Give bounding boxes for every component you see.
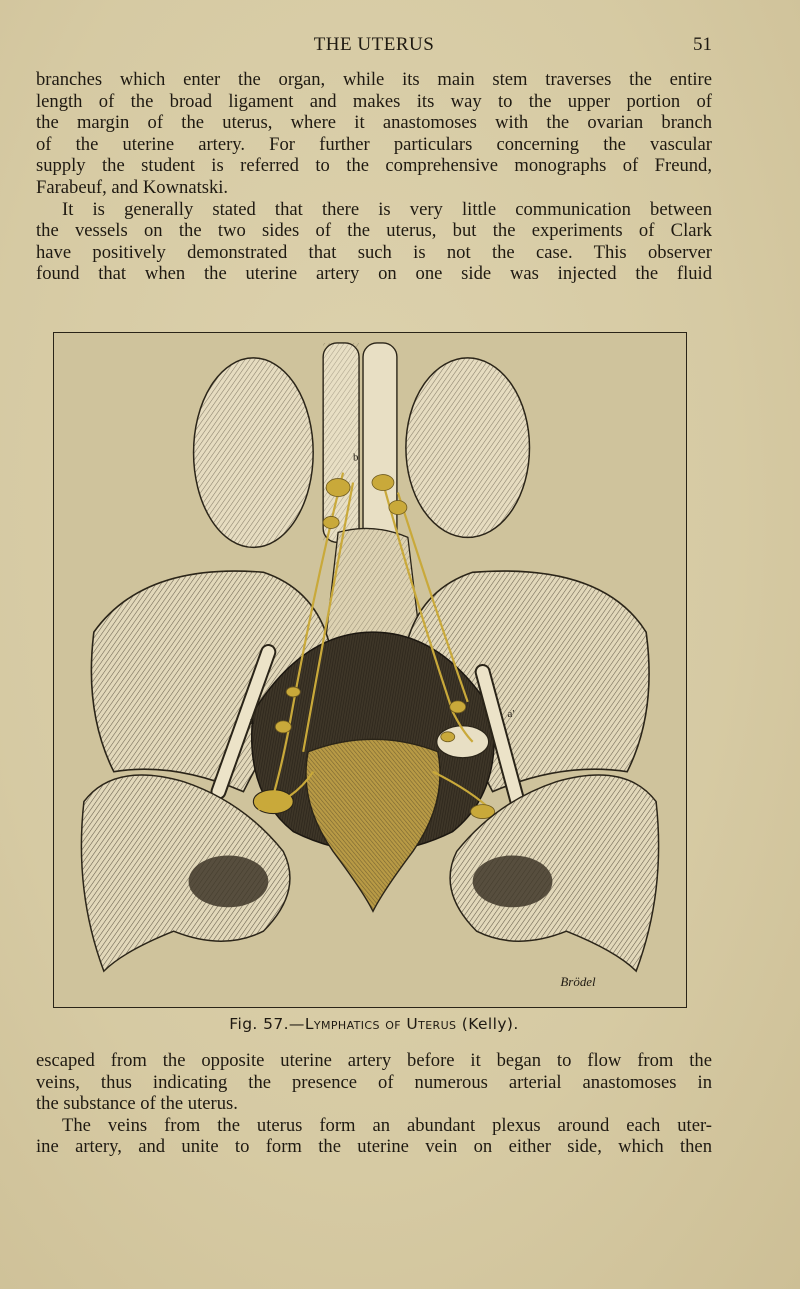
text-line: escaped from the opposite uterine artery before it began to flow from the — [36, 1050, 712, 1071]
label-a-prime: a' — [507, 707, 515, 720]
caption-suffix: (Kelly). — [456, 1015, 519, 1033]
body-text-top — [36, 69, 712, 285]
pelvis-illustration — [54, 333, 686, 1007]
text-line: found that when the uterine artery on one side was injected the fluid — [36, 263, 712, 285]
page-number: 51 — [693, 34, 712, 55]
text-line: veins, thus indicating the presence of numerous arterial anastomoses in — [36, 1071, 712, 1093]
caption-prefix: Fig. 57.— — [229, 1015, 305, 1033]
figure-caption — [36, 1015, 712, 1033]
illustrator-signature: Brödel — [560, 974, 596, 990]
text-line: the substance of the uterus. — [36, 1093, 238, 1115]
running-head — [36, 34, 712, 60]
text-line: Farabeuf, and Kownatski. — [36, 176, 229, 198]
text-line: supply the student is referred to the comprehensive monographs of Freund, — [36, 155, 712, 177]
label-a: a — [249, 714, 255, 727]
anatomical-figure — [53, 332, 687, 1008]
text-line: It is generally stated that there is very little communication between — [62, 198, 712, 220]
text-line: of the uterine artery. For further particulars concerning the vascular — [36, 133, 712, 155]
text-line: have positively demonstrated that such is not the case. This observer — [36, 241, 712, 263]
text-line: branches which enter the organ, while its main stem traverses the entire — [36, 69, 712, 90]
text-line: ine artery, and unite to form the uterine vein on either side, which then — [36, 1136, 712, 1158]
label-b: b — [353, 451, 359, 464]
running-title: THE UTERUS — [313, 34, 435, 55]
text-line: the vessels on the two sides of the uterus, but the experiments of Clark — [36, 220, 712, 242]
text-line: The veins from the uterus form an abundant plexus around each uter- — [62, 1114, 712, 1136]
caption-title: Lymphatics of Uterus — [304, 1015, 457, 1033]
body-text-bottom — [36, 1050, 712, 1158]
text-line: length of the broad ligament and makes its way to the upper portion of — [36, 90, 712, 112]
text-line: the margin of the uterus, where it anastomoses with the ovarian branch — [36, 112, 712, 134]
